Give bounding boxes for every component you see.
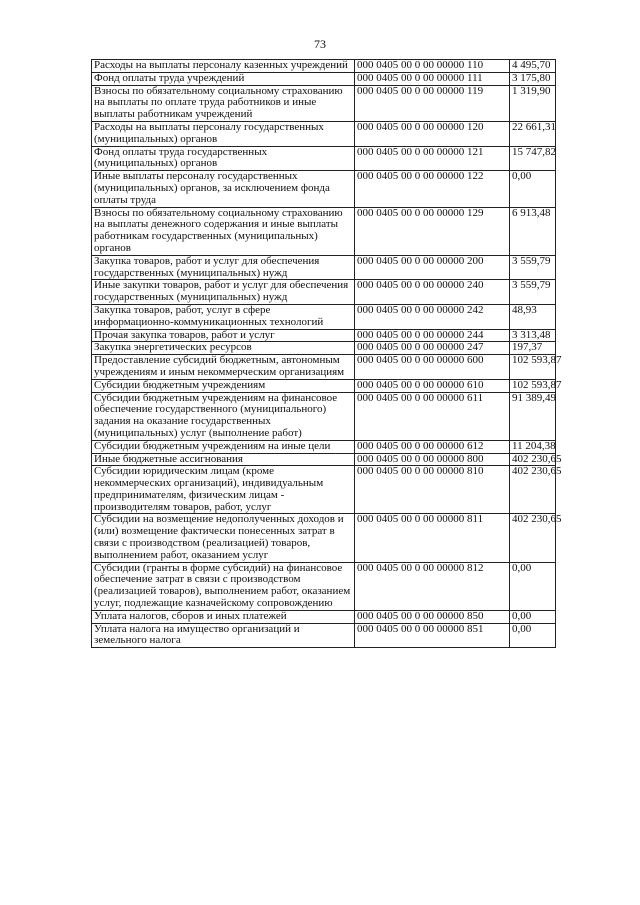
table-row [92, 610, 556, 623]
table-row [92, 623, 556, 648]
expense-name-cell: Расходы на выплаты персоналу казенных учреждений [92, 60, 355, 73]
amount-cell: 3 559,79 [510, 280, 556, 305]
classification-code-cell: 000 0405 00 0 00 00000 111 [355, 72, 510, 85]
amount-cell: 0,00 [510, 623, 556, 648]
amount-cell: 11 204,38 [510, 440, 556, 453]
classification-code-cell: 000 0405 00 0 00 00000 240 [355, 280, 510, 305]
page-number: 73 [314, 37, 326, 51]
amount-cell: 6 913,48 [510, 207, 556, 255]
expense-name-cell: Иные бюджетные ассигнования [92, 453, 355, 466]
table-row [92, 304, 556, 329]
expense-name-cell: Иные закупки товаров, работ и услуг для обеспечения государственных (муниципальных) нужд [92, 280, 355, 305]
expense-name-cell: Субсидии юридическим лицам (кроме некоммерческих организаций), индивидуальным предпринимателям, физическим лицам - производителям товаров, работ, услуг [92, 466, 355, 514]
table-row [92, 392, 556, 440]
expense-name-cell: Закупка товаров, работ и услуг для обеспечения государственных (муниципальных) нужд [92, 255, 355, 280]
amount-cell: 3 175,80 [510, 72, 556, 85]
classification-code-cell: 000 0405 00 0 00 00000 600 [355, 355, 510, 380]
classification-code-cell: 000 0405 00 0 00 00000 812 [355, 562, 510, 610]
table-row [92, 146, 556, 171]
table-row [92, 280, 556, 305]
expense-name-cell: Субсидии бюджетным учреждениям на иные цели [92, 440, 355, 453]
expense-name-cell: Взносы по обязательному социальному страхованию на выплаты по оплате труда работников и иные выплаты работникам учреждений [92, 85, 355, 121]
amount-cell: 1 319,90 [510, 85, 556, 121]
amount-cell: 15 747,82 [510, 146, 556, 171]
table-row [92, 379, 556, 392]
classification-code-cell: 000 0405 00 0 00 00000 610 [355, 379, 510, 392]
classification-code-cell: 000 0405 00 0 00 00000 811 [355, 514, 510, 562]
expense-name-cell: Расходы на выплаты персоналу государственных (муниципальных) органов [92, 121, 355, 146]
classification-code-cell: 000 0405 00 0 00 00000 244 [355, 329, 510, 342]
classification-code-cell: 000 0405 00 0 00 00000 611 [355, 392, 510, 440]
table-row [92, 355, 556, 380]
amount-cell: 102 593,87 [510, 379, 556, 392]
amount-cell: 48,93 [510, 304, 556, 329]
classification-code-cell: 000 0405 00 0 00 00000 121 [355, 146, 510, 171]
table-body [92, 59, 562, 648]
classification-code-cell: 000 0405 00 0 00 00000 810 [355, 466, 510, 514]
table-row [92, 440, 556, 453]
amount-cell: 91 389,49 [510, 392, 556, 440]
table-row [92, 453, 556, 466]
expense-name-cell: Уплата налогов, сборов и иных платежей [92, 610, 355, 623]
expense-name-cell: Субсидии (гранты в форме субсидий) на финансовое обеспечение затрат в связи с производством (реализацией товаров), выполнением работ, оказанием услуг, подлежащие казначейскому сопровождению [92, 562, 355, 610]
expense-name-cell: Субсидии бюджетным учреждениям [92, 379, 355, 392]
amount-cell: 4 495,70 [510, 60, 556, 73]
expense-name-cell: Закупка энергетических ресурсов [92, 342, 355, 355]
amount-cell: 402 230,65 [510, 514, 556, 562]
classification-code-cell: 000 0405 00 0 00 00000 119 [355, 85, 510, 121]
expense-name-cell: Уплата налога на имущество организаций и земельного налога [92, 623, 355, 648]
classification-code-cell: 000 0405 00 0 00 00000 122 [355, 171, 510, 207]
expense-name-cell: Взносы по обязательному социальному страхованию на выплаты денежного содержания и иные выплаты работникам государственных (муниципальных) органов [92, 207, 355, 255]
table-row [92, 514, 556, 562]
amount-cell: 0,00 [510, 610, 556, 623]
amount-cell: 0,00 [510, 562, 556, 610]
expense-name-cell: Фонд оплаты труда учреждений [92, 72, 355, 85]
classification-code-cell: 000 0405 00 0 00 00000 129 [355, 207, 510, 255]
amount-cell: 197,37 [510, 342, 556, 355]
table-row [92, 85, 556, 121]
classification-code-cell: 000 0405 00 0 00 00000 612 [355, 440, 510, 453]
amount-cell: 0,00 [510, 171, 556, 207]
classification-code-cell: 000 0405 00 0 00 00000 850 [355, 610, 510, 623]
expense-name-cell: Фонд оплаты труда государственных (муниципальных) органов [92, 146, 355, 171]
table-row [92, 466, 556, 514]
amount-cell: 402 230,65 [510, 453, 556, 466]
classification-code-cell: 000 0405 00 0 00 00000 800 [355, 453, 510, 466]
classification-code-cell: 000 0405 00 0 00 00000 247 [355, 342, 510, 355]
table-row [92, 207, 556, 255]
expense-name-cell: Субсидии на возмещение недополученных доходов и (или) возмещение фактически понесенных затрат в связи с производством (реализацией) товаров, выполнением работ, оказанием услуг [92, 514, 355, 562]
table-row [92, 329, 556, 342]
classification-code-cell: 000 0405 00 0 00 00000 242 [355, 304, 510, 329]
table-row [92, 171, 556, 207]
amount-cell: 22 661,31 [510, 121, 556, 146]
table-row [92, 342, 556, 355]
expense-name-cell: Иные выплаты персоналу государственных (муниципальных) органов, за исключением фонда оплаты труда [92, 171, 355, 207]
table-row [92, 60, 556, 73]
table-row [92, 255, 556, 280]
amount-cell: 102 593,87 [510, 355, 556, 380]
classification-code-cell: 000 0405 00 0 00 00000 851 [355, 623, 510, 648]
budget-table [91, 59, 562, 648]
table-row [92, 562, 556, 610]
table-row [92, 121, 556, 146]
expense-name-cell: Субсидии бюджетным учреждениям на финансовое обеспечение государственного (муниципального) задания на оказание государственных (муниципальных) услуг (выполнение работ) [92, 392, 355, 440]
amount-cell: 3 559,79 [510, 255, 556, 280]
expense-name-cell: Предоставление субсидий бюджетным, автономным учреждениям и иным некоммерческим организациям [92, 355, 355, 380]
amount-cell: 402 230,65 [510, 466, 556, 514]
expense-name-cell: Закупка товаров, работ, услуг в сфере информационно-коммуникационных технологий [92, 304, 355, 329]
table-row [92, 72, 556, 85]
amount-cell: 3 313,48 [510, 329, 556, 342]
classification-code-cell: 000 0405 00 0 00 00000 200 [355, 255, 510, 280]
classification-code-cell: 000 0405 00 0 00 00000 110 [355, 60, 510, 73]
classification-code-cell: 000 0405 00 0 00 00000 120 [355, 121, 510, 146]
expense-name-cell: Прочая закупка товаров, работ и услуг [92, 329, 355, 342]
